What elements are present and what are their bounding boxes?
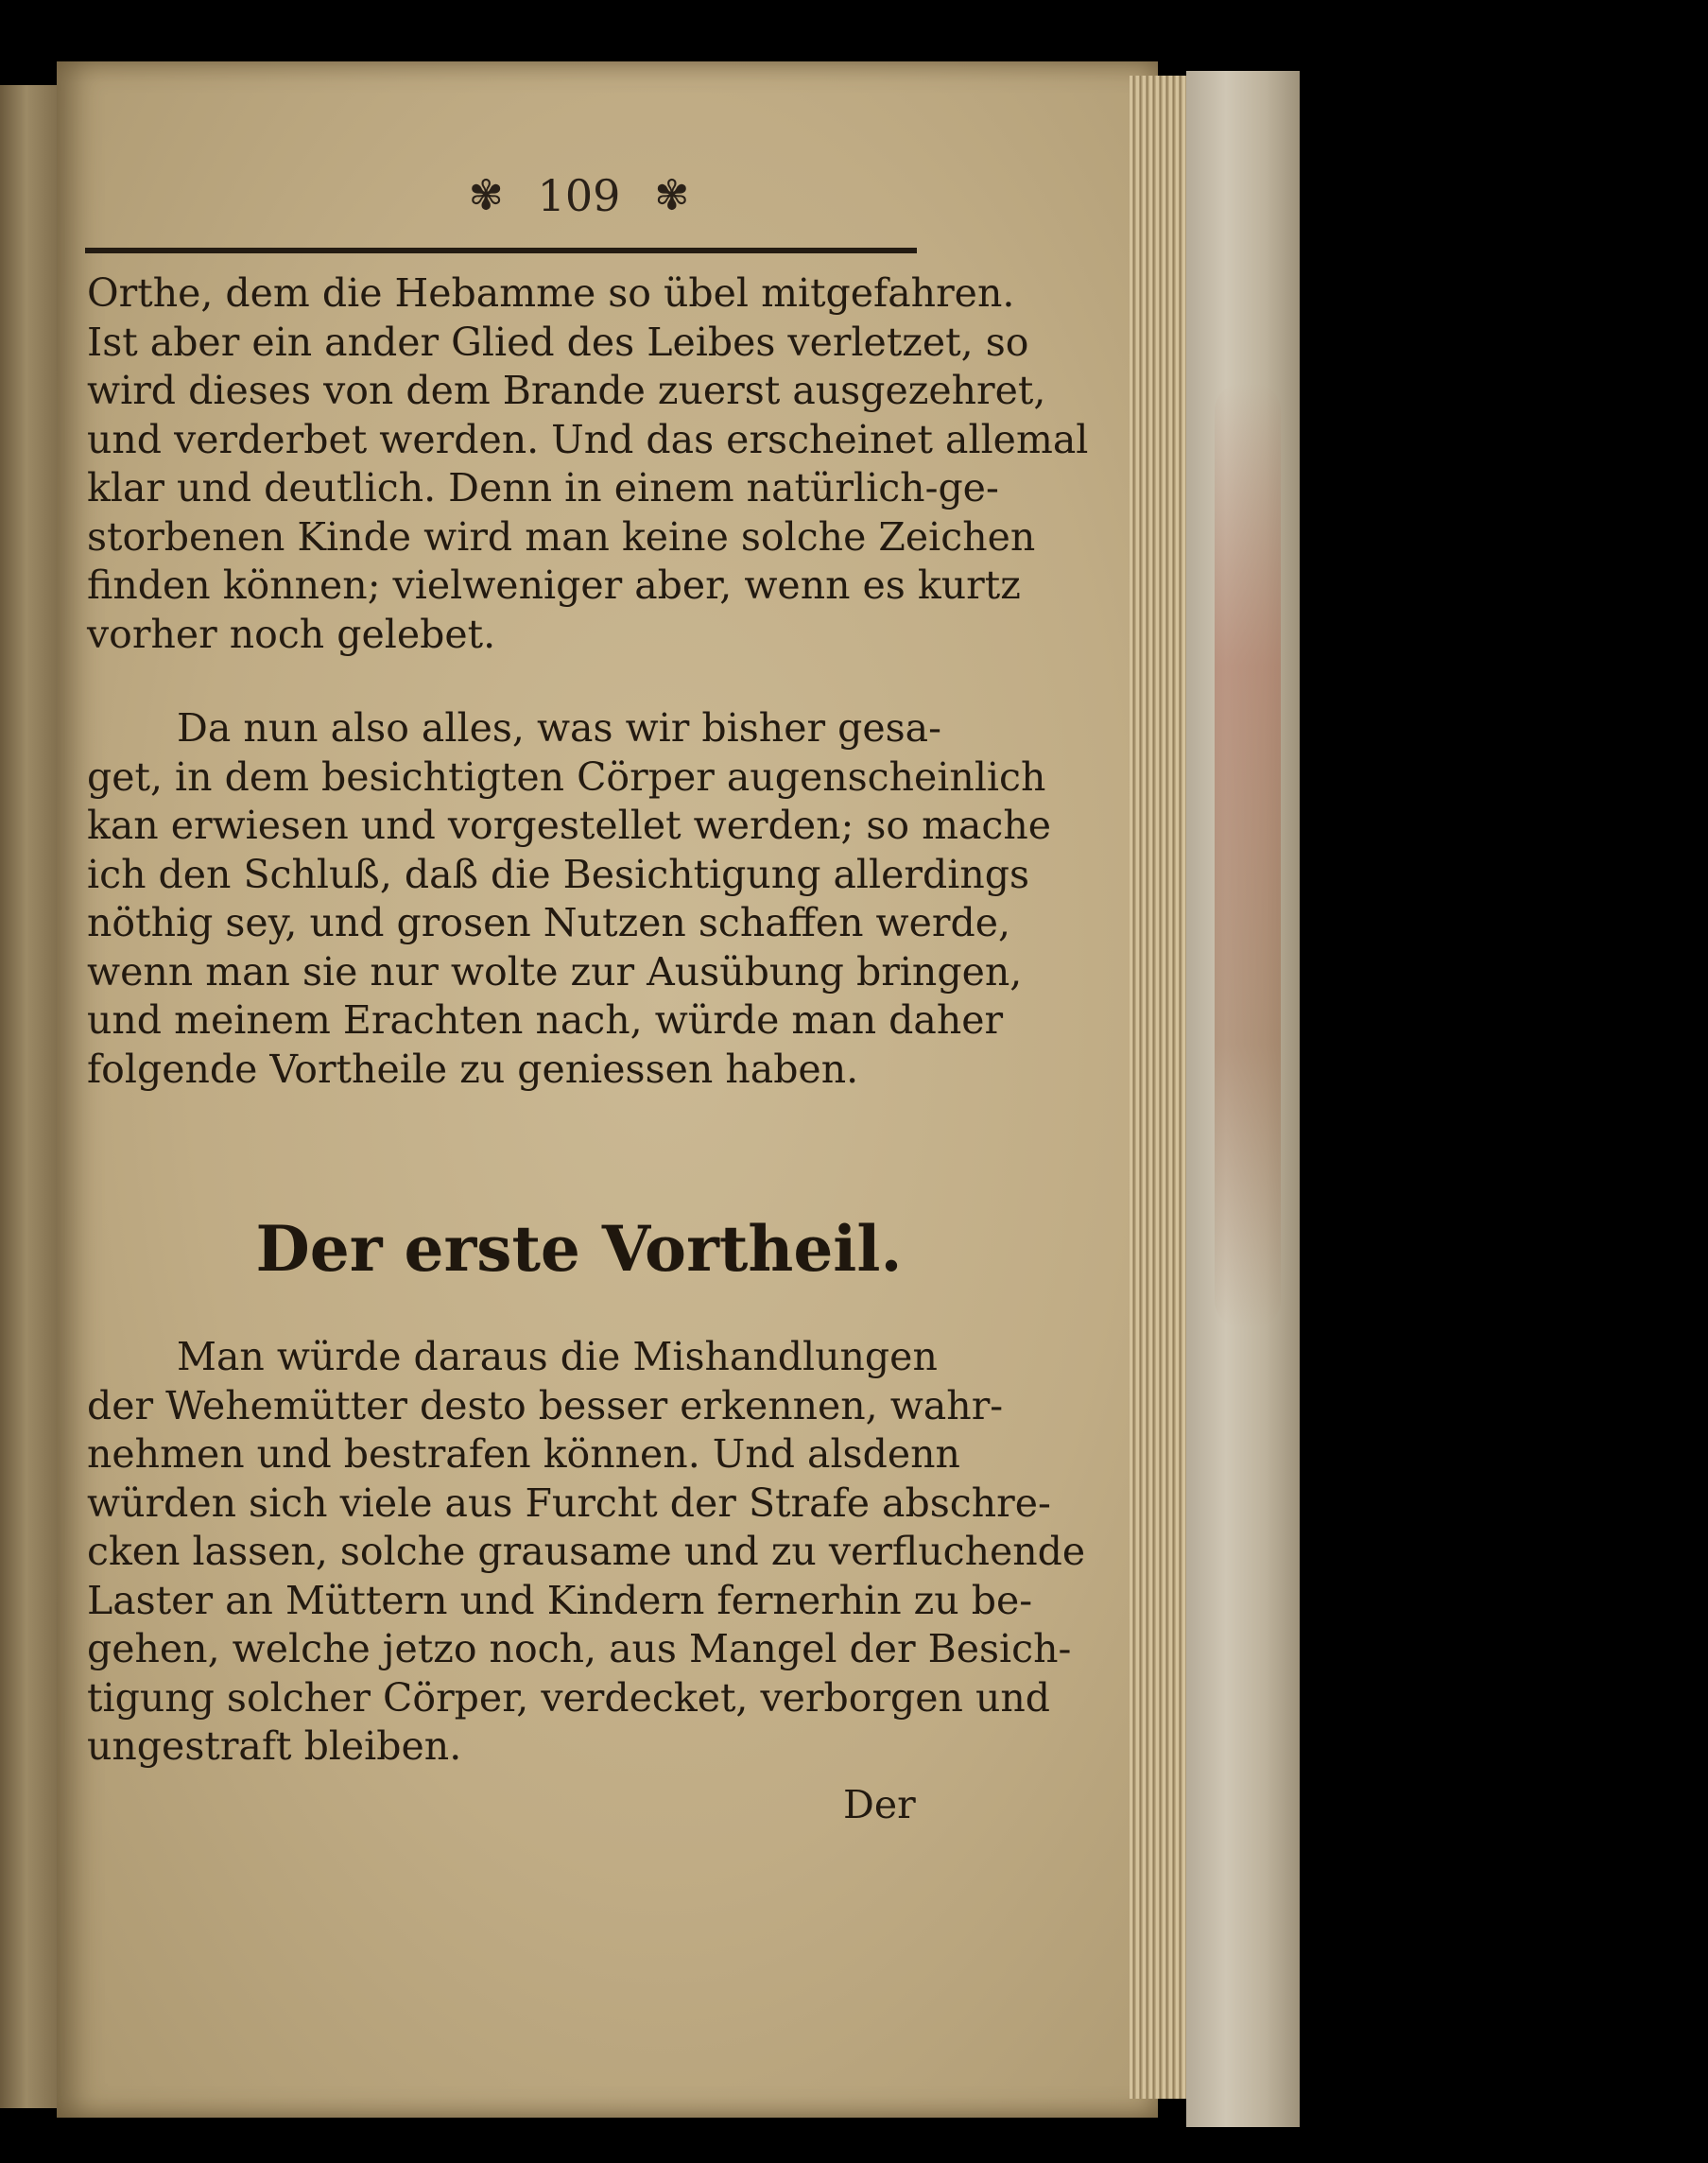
section-heading: Der erste Vortheil. bbox=[255, 1212, 903, 1286]
page-header bbox=[0, 170, 1158, 221]
page-block-edges bbox=[1130, 76, 1186, 2099]
text-line: vorher noch gelebet. bbox=[87, 611, 496, 657]
text-line: nehmen und bestrafen können. Und alsdenn bbox=[87, 1431, 960, 1477]
text-line: cken lassen, solche grausame und zu verfluchende bbox=[87, 1529, 1086, 1574]
paragraph-1 bbox=[87, 269, 1089, 659]
text-line: Ist aber ein ander Glied des Leibes verletzet, so bbox=[87, 319, 1029, 365]
header-rule bbox=[85, 248, 917, 253]
text-line: Laster an Müttern und Kindern fernerhin zu be- bbox=[87, 1577, 1033, 1623]
ornament-right-icon: ✾ bbox=[654, 171, 690, 220]
text-line: gehen, welche jetzo noch, aus Mangel der Besich- bbox=[87, 1626, 1072, 1671]
paragraph-2 bbox=[87, 704, 1052, 1094]
text-line: Man würde daraus die Mishandlungen bbox=[177, 1334, 938, 1379]
page-number: 109 bbox=[537, 170, 621, 221]
text-line: klar und deutlich. Denn in einem natürlich-ge- bbox=[87, 465, 999, 510]
book-cover-edge bbox=[1186, 71, 1300, 2127]
text-line: kan erwiesen und vorgestellet werden; so mache bbox=[87, 803, 1052, 848]
text-line: wenn man sie nur wolte zur Ausübung bringen, bbox=[87, 948, 1023, 995]
catchword: Der bbox=[843, 1782, 916, 1827]
text-line: finden können; vielweniger aber, wenn es kurtz bbox=[87, 562, 1021, 608]
text-line: und verderbet werden. Und das erscheinet allemal bbox=[87, 416, 1089, 462]
text-line: folgende Vortheile zu geniessen haben. bbox=[87, 1046, 859, 1092]
text-line: ungestraft bleiben. bbox=[87, 1723, 462, 1769]
stain bbox=[1215, 383, 1281, 1328]
text-line: ich den Schluß, daß die Besichtigung allerdings bbox=[87, 851, 1030, 897]
text-line: storbenen Kinde wird man keine solche Zeichen bbox=[87, 513, 1036, 560]
text-line: Da nun also alles, was wir bisher gesa- bbox=[177, 705, 941, 751]
text-line: get, in dem besichtigten Cörper augenscheinlich bbox=[87, 753, 1046, 800]
text-line: tigung solcher Cörper, verdecket, verborgen und bbox=[87, 1674, 1051, 1721]
text-line: und meinem Erachten nach, würde man daher bbox=[87, 997, 1004, 1043]
text-line: nöthig sey, und grosen Nutzen schaffen werde, bbox=[87, 900, 1011, 945]
paragraph-3 bbox=[87, 1333, 1086, 1772]
text-line: der Wehemütter desto besser erkennen, wahr- bbox=[87, 1382, 1004, 1428]
ornament-left-icon: ✾ bbox=[468, 171, 504, 220]
text-line: wird dieses von dem Brande zuerst ausgezehret, bbox=[87, 368, 1046, 413]
text-line: Orthe, dem die Hebamme so übel mitgefahren. bbox=[87, 270, 1015, 316]
text-line: würden sich viele aus Furcht der Strafe abschre- bbox=[87, 1479, 1051, 1526]
